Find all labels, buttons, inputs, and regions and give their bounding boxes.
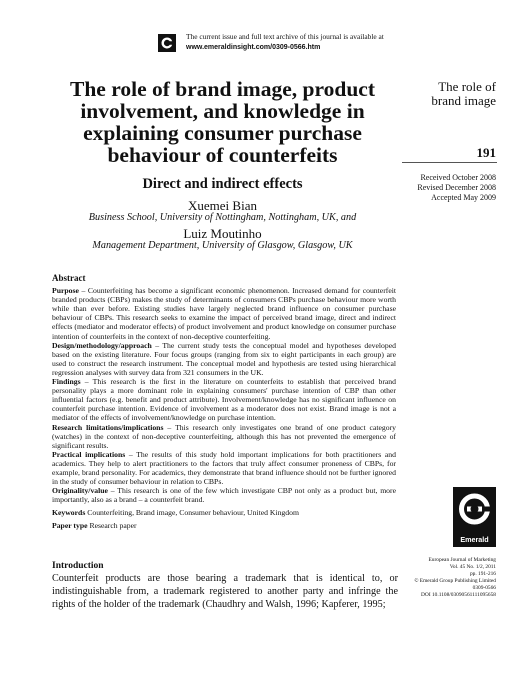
banner-text: The current issue and full text archive of this journal is available at: [186, 32, 384, 41]
abstract-section: Research limitations/implications – This research only investigates one brand of one product category (watches) in the context of non-deceptive counterfeiting, although this has not prevented the emergence of significant results.: [52, 422, 396, 450]
banner-url[interactable]: www.emeraldinsight.com/0309-0566.htm: [186, 44, 321, 51]
introduction-text: Counterfeit products are those bearing a trademark that is identical to, or indistinguishable from, a trademark registered to another party and infringe the rights of the holder of the trademark (Chaudhry and Walsh, 1996; Kapferer, 1995;: [52, 573, 398, 610]
accepted-date: Accepted May 2009: [431, 193, 496, 202]
article-subtitle: Direct and indirect effects: [142, 176, 303, 192]
journal-citation: [388, 557, 496, 599]
journal-name: European Journal of Marketing: [428, 557, 496, 563]
journal-doi[interactable]: DOI 10.1108/03090561111095658: [421, 592, 496, 598]
author-affiliation: Business School, University of Nottingham, Nottingham, UK, and: [88, 212, 357, 223]
journal-issn: 0309-0566: [472, 585, 496, 591]
keywords: Keywords Counterfeiting, Brand image, Consumer behaviour, United Kingdom: [52, 508, 299, 518]
running-head: The role of brand image: [431, 79, 496, 108]
page-number: 191: [476, 145, 496, 160]
emerald-mark-icon: [158, 34, 176, 52]
revised-date: Revised December 2008: [417, 183, 496, 192]
introduction-heading: Introduction: [52, 561, 104, 571]
received-date: Received October 2008: [420, 173, 496, 182]
paper-type: Paper type Research paper: [52, 521, 137, 531]
abstract-section: Findings – This research is the first in the literature on counterfeits to establish that perceived brand personality plays a more dominant role in explaining consumers' purchase intention of CBP than other influential factors (e.g. benefit and product attribute). Involvement/knowledge has no significant influence on counterfeit purchase intention. Evidence of involvement as a moderator does not exist. Brand image is not a mediator of the effects of involvement/knowledge on purchase intention.: [52, 377, 396, 423]
abstract-section: Purpose – Counterfeiting has become a significant economic phenomenon. Increased demand for counterfeit branded products (CBPs) makes the study of determinants of consumers CBPs purchase behaviour more worth while than ever before. Existing studies have largely neglected brand influence on consumer purchase behaviour of CBPs. This research seeks to examine the impact of perceived brand image, direct and indirect effects (mediator and moderator effects) of product involvement and product knowledge on consumer purchase intention of counterfeits in the context of non-deceptive counterfeiting.: [52, 286, 396, 341]
publisher-logo: [453, 487, 496, 547]
abstract-heading: Abstract: [52, 273, 86, 283]
journal-volume: Vol. 45 No. 1/2, 2011: [449, 564, 496, 570]
abstract: [52, 274, 396, 531]
article-title: The role of brand image, product involvement, and knowledge in explaining consumer purchase behaviour of counterfeits: [70, 77, 375, 167]
journal-copyright: © Emerald Group Publishing Limited: [414, 578, 496, 584]
author-name: Luiz Moutinho: [183, 226, 262, 241]
abstract-section: Originality/value – This research is one of the few which investigate CBP not only as a product but, more importantly, also as a brand – a counterfeit brand.: [52, 486, 396, 505]
author-name: Xuemei Bian: [188, 198, 257, 213]
emerald-logo-icon: [453, 487, 496, 535]
article-history: [400, 173, 496, 203]
abstract-section: Design/methodology/approach – The current study tests the conceptual model and hypotheses developed based on the existing literature. Four focus groups (ranging from six to eight participants in each group) are used to construct the research instrument. The conceptual model and hypothesis are tested using hierarchical regression analyses with survey data from 321 consumers in the UK.: [52, 340, 396, 377]
journal-pages: pp. 191-216: [469, 571, 496, 577]
abstract-section: Practical implications – The results of this study hold important implications for both practitioners and academics. They help to alert practitioners to the factors that truly affect consumer proneness of CBPs, for example, brand personality. For academics, they demonstrate that brand influence should not be further ignored in the study of consumer behaviour in relation to CBPs.: [52, 449, 396, 487]
margin-divider: [402, 162, 497, 163]
author-affiliation: Management Department, University of Glasgow, Glasgow, UK: [92, 240, 353, 251]
introduction: [52, 561, 398, 611]
publisher-logo-text: Emerald: [460, 535, 489, 544]
